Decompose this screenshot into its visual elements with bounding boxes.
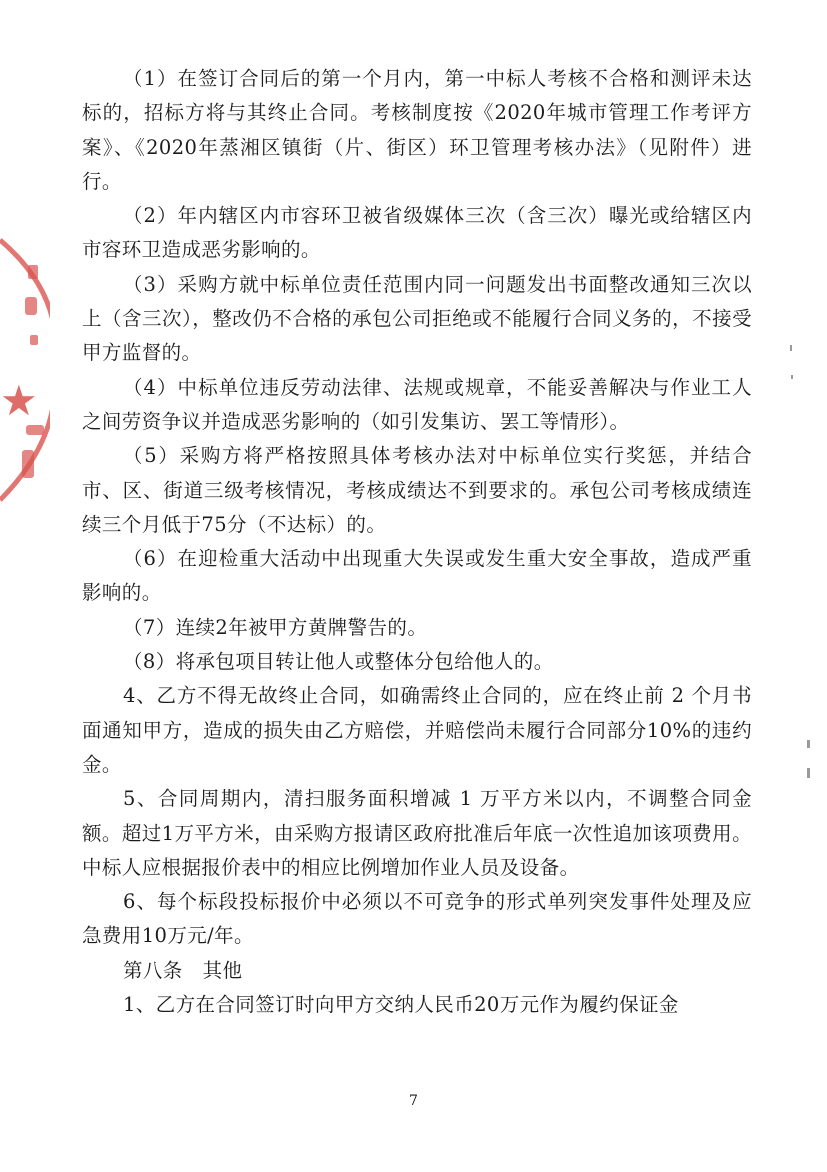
- official-seal-stamp: [0, 225, 50, 515]
- seal-star-icon: ★: [0, 376, 38, 425]
- paragraph-clause-7: （7）连续2年被甲方黄牌警告的。: [123, 615, 428, 639]
- section-heading: 第八条 其他: [123, 958, 243, 982]
- paragraph-item-5: 5、合同周期内，清扫服务面积增减 1 万平方米以内，不调整合同金额。超过1万平方米，由采购方报请区政府批准后年底一次性追加该项费用。中标人应根据报价表中的相应比例增加作业人员及设备。: [82, 787, 752, 879]
- scan-speck: [807, 740, 810, 748]
- body-text: [82, 62, 752, 1022]
- paragraph-clause-6: （6）在迎检重大活动中出现重大失误或发生重大安全事故，造成严重影响的。: [82, 547, 752, 605]
- paragraph-clause-4: （4）中标单位违反劳动法律、法规或规章，不能妥善解决与作业工人之间劳资争议并造成恶劣影响的（如引发集访、罢工等情形）。: [82, 375, 752, 433]
- paragraph-item-4: 4、乙方不得无故终止合同，如确需终止合同的，应在终止前 2 个月书面通知甲方，造成的损失由乙方赔偿，并赔偿尚未履行合同部分10%的违约金。: [82, 684, 752, 776]
- scan-speck: [790, 345, 792, 351]
- paragraph-final: 1、乙方在合同签订时向甲方交纳人民币20万元作为履约保证金: [123, 993, 679, 1017]
- paragraph-clause-2: （2）年内辖区内市容环卫被省级媒体三次（含三次）曝光或给辖区内市容环卫造成恶劣影响的。: [82, 204, 752, 262]
- paragraph-clause-3: （3）采购方就中标单位责任范围内同一问题发出书面整改通知三次以上（含三次），整改仍不合格的承包公司拒绝或不能履行合同义务的，不接受甲方监督的。: [82, 272, 752, 365]
- scan-speck: [807, 768, 810, 778]
- scan-speck: [791, 375, 793, 379]
- paragraph-clause-1: （1）在签订合同后的第一个月内，第一中标人考核不合格和测评未达标的，招标方将与其终止合同。考核制度按《2020年城市管理工作考评方案》、《2020年蒸湘区镇街（片、街区）环卫管理考核办法》（见附件）进行。: [82, 67, 752, 193]
- paragraph-clause-8: （8）将承包项目转让他人或整体分包给他人的。: [123, 650, 554, 674]
- paragraph-clause-5: （5）采购方将严格按照具体考核办法对中标单位实行奖惩，并结合市、区、街道三级考核情况，考核成绩达不到要求的。承包公司考核成绩连续三个月低于75分（不达标）的。: [82, 444, 752, 536]
- paragraph-item-6: 6、每个标段投标报价中必须以不可竞争的形式单列突发事件处理及应急费用10万元/年。: [82, 890, 752, 948]
- page-number: 7: [409, 1093, 418, 1109]
